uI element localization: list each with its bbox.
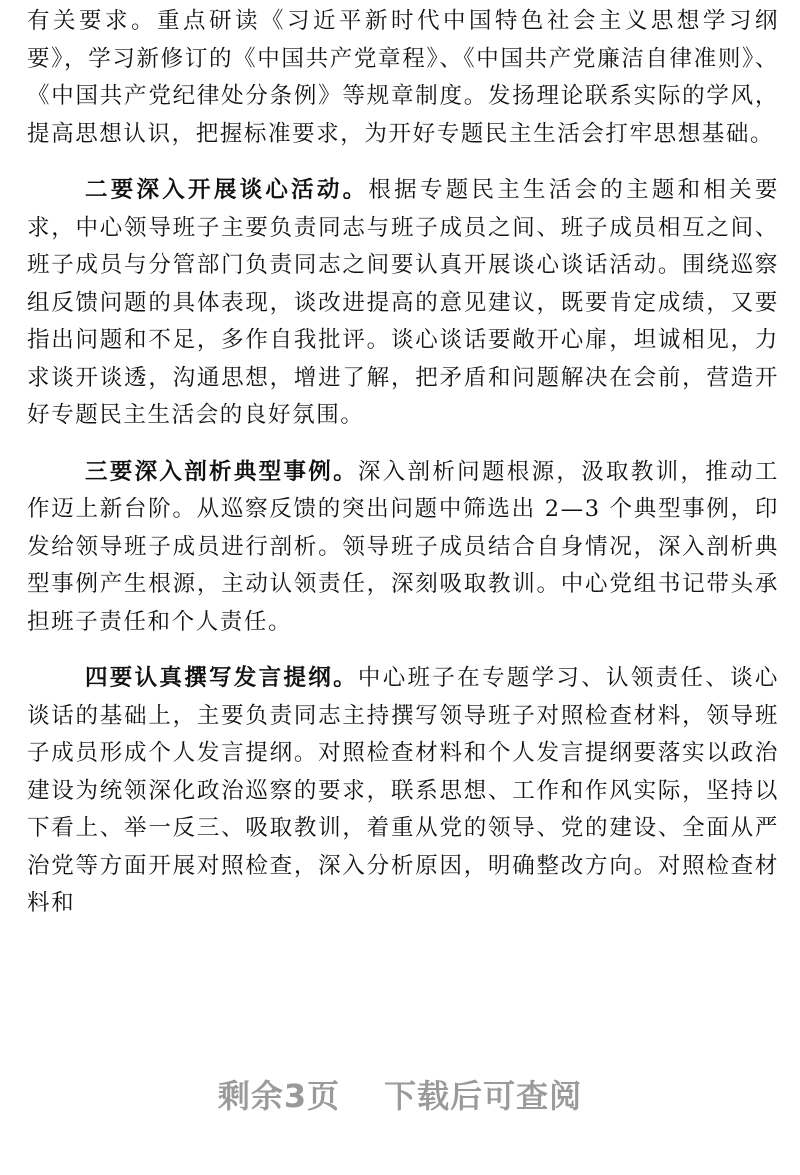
download-to-view-label: 下载后可查阅 xyxy=(384,1077,583,1115)
paragraph-4-heading: 四要认真撰写发言提纲。 xyxy=(85,665,358,691)
paragraph-3 xyxy=(27,454,779,642)
paragraph-2-heading: 二要深入开展谈心活动。 xyxy=(85,177,369,203)
paragraph-1-text: 有关要求。重点研读《习近平新时代中国特色社会主义思想学习纲要》，学习新修订的《中国共产党章程》、《中国共产党廉洁自律准则》、《中国共产党纪律处分条例》等规章制度。发扬理论联系实际的学风，提高思想认识，把握标准要求，为开好专题民主生活会打牢思想基础。 xyxy=(27,8,779,147)
download-prompt[interactable] xyxy=(0,1071,800,1117)
paragraph-3-text: 深入剖析问题根源，汲取教训，推动工作迈上新台阶。从巡察反馈的突出问题中筛选出 2—3 个典型事例，印发给领导班子成员进行剖析。领导班子成员结合自身情况，深入剖析典型事例产生根源，主动认领责任，深刻吸取教训。中心党组书记带头承担班子责任和个人责任。 xyxy=(27,458,779,635)
paragraph-2 xyxy=(27,172,779,435)
paragraph-1 xyxy=(27,3,779,153)
paragraph-4 xyxy=(27,660,779,923)
paragraph-4-text: 中心班子在专题学习、认领责任、谈心谈话的基础上，主要负责同志主持撰写领导班子对照检查材料，领导班子成员形成个人发言提纲。对照检查材料和个人发言提纲要落实以政治建设为统领深化政治巡察的要求，联系思想、工作和作风实际，坚持以下看上、举一反三、吸取教训，着重从党的领导、党的建设、全面从严治党等方面开展对照检查，深入分析原因，明确整改方向。对照检查材料和 xyxy=(27,665,779,916)
paragraph-3-heading: 三要深入剖析典型事例。 xyxy=(85,458,358,485)
document-body xyxy=(27,0,779,923)
paragraph-2-text: 根据专题民主生活会的主题和相关要求，中心领导班子主要负责同志与班子成员之间、班子成员相互之间、班子成员与分管部门负责同志之间要认真开展谈心谈话活动。围绕巡察组反馈问题的具体表现，谈改进提高的意见建议，既要肯定成绩，又要指出问题和不足，多作自我批评。谈心谈话要敞开心扉，坦诚相见，力求谈开谈透，沟通思想，增进了解，把矛盾和问题解决在会前，营造开好专题民主生活会的良好氛围。 xyxy=(27,177,779,428)
remaining-pages-label: 剩余3页 xyxy=(217,1077,341,1115)
